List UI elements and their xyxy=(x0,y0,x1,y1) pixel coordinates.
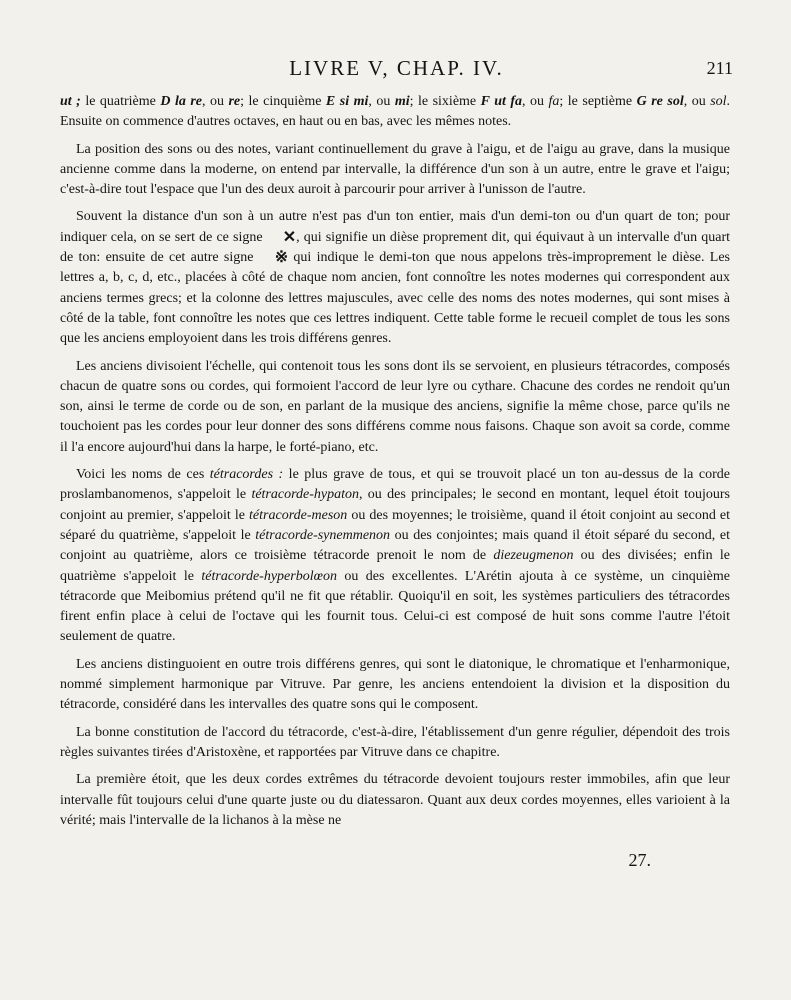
page-number: 211 xyxy=(706,58,733,78)
paragraph xyxy=(60,723,730,764)
page-header xyxy=(60,56,733,86)
text-run: , ou xyxy=(202,94,229,109)
text-run: le quatrième xyxy=(80,94,161,109)
note-name: ut ; xyxy=(60,94,81,109)
text-run: , ou xyxy=(683,94,711,109)
text-run: Souvent la distance d'un son à un autre n'est pas d'un ton entier, mais d'un demi-ton ou d'un quart de ton; pour indiquer cela, on se sert de ce signe xyxy=(60,209,730,245)
text-run: Voici les noms de ces xyxy=(76,467,210,483)
text-run: La position des sons ou des notes, variant continuellement du grave à l'aigu, et de l'aigu au grave, dans la musique ancienne comme dans la moderne, on entend par intervalle, la différence d'un son à un autre, entre le grave et l'aigu; c'est-à-dire tout l'espace que l'un des deux auroit à parcourir pour arriver à l'unisson de l'autre. xyxy=(60,141,730,198)
text-run: . Ensuite on commence d'autres octaves, en haut ou en bas, avec les mêmes notes. xyxy=(60,94,731,130)
text-run: Les anciens divisoient l'échelle, qui contenoit tous les sons dont ils se servoient, en plusieurs tétracordes, composés chacun de quatre sons ou cordes, qui formoient l'accord de leur lyre ou cythare. Chacune des cordes ne rendoit qu'un son, ainsi le terme de corde ou de son, en parlant de la musique des anciens, signifie la même chose, parce qu'ils ne touchoient pas les cordes pour leur donner des sons différens comme nous faisons. Chaque son avoit sa corde, comme il l'a encore aujourd'hui dans la harpe, le forté-piano, etc. xyxy=(60,358,730,455)
running-title: LIVRE V, CHAP. IV. xyxy=(289,56,504,80)
italic-term: tétracorde-hypaton xyxy=(251,487,360,503)
note-name: re xyxy=(228,94,241,109)
text-run: ; le septième xyxy=(559,94,637,109)
text-run: ou des moyennes; le troisième, quand il étoit conjoint au second et séparé du quatrième, s'appeloit le xyxy=(60,507,730,543)
text-run: Les anciens distinguoient en outre trois différens genres, qui sont le diatonique, le chromatique et l'enharmonique, nommé simplement harmonique par Vitruve. Par genre, les anciens entendoient la division et la disposition du tétracorde, considéré dans les intervalles des quatre sons qui le composent. xyxy=(60,656,730,713)
text-run: le plus grave de tous, et qui se trouvoit placé un ton au-dessus de la corde proslambanomenos, s'appeloit le xyxy=(60,467,730,503)
semitone-sharp-icon: ※ xyxy=(274,249,289,267)
quarter-tone-sharp-icon: ✕ xyxy=(282,228,297,246)
text-run: , ou xyxy=(522,94,549,109)
text-run: , ou des principales; le second en montant, lequel étoit toujours conjoint au premier, s'appeloit le xyxy=(60,487,731,523)
text-run: , qui signifie un dièse proprement dit, qui équivaut à un intervalle d'un quart de ton: ensuite de cet autre signe xyxy=(60,229,731,266)
text-run: ou des divisées; enfin le quatrième s'appeloit le xyxy=(60,548,730,584)
text-run: ; le cinquième xyxy=(240,94,326,109)
italic-term: tétracorde-hyperbolœon xyxy=(201,568,337,584)
paragraph xyxy=(60,770,730,831)
text-run: , ou xyxy=(368,94,395,109)
paragraph xyxy=(60,207,730,349)
paragraph xyxy=(60,465,730,648)
text-run: ; le sixième xyxy=(409,94,481,109)
note-name: F ut fa xyxy=(480,94,523,109)
note-name: G re sol xyxy=(636,94,684,109)
text-run: La première étoit, que les deux cordes extrêmes du tétracorde devoient toujours rester immobiles, afin que leur intervalle fût toujours celui d'une quarte juste ou du diatessaron. Quant aux deux cordes moyennes, elles varioient à la vérité; mais l'intervalle de la lichanos à la mèse ne xyxy=(60,772,730,828)
paragraph xyxy=(60,140,730,201)
paragraph xyxy=(60,92,730,133)
paragraph xyxy=(60,655,730,716)
note-name: E si mi xyxy=(325,94,369,109)
body-text xyxy=(60,92,730,838)
paragraph xyxy=(60,357,730,458)
note-name: D la re xyxy=(160,94,202,109)
italic-term: tétracordes : xyxy=(209,467,284,483)
italic-term: sol xyxy=(710,94,727,109)
signature-mark: 27. xyxy=(628,850,651,870)
italic-term: tétracorde-meson xyxy=(249,507,348,523)
text-run: ou des excellentes. L'Arétin ajouta à ce système, un cinquième tétracorde que Meibomius prétend qu'il ne fit que rétablir. Quoiqu'il en soit, les systèmes particuliers des tétracordes firent enfin place à celui de l'octave qui les fournit tous. Celui-ci est composé de huit sons comme l'autre l'étoit seulement de quatre. xyxy=(60,568,730,645)
italic-term: tétracorde-synemmenon xyxy=(255,527,391,543)
italic-term: fa xyxy=(548,94,560,109)
text-run: ou des conjointes; mais quand il étoit séparé du second, et conjoint au quatrième, alors ce troisième tétracorde prenoit le nom de xyxy=(60,527,730,564)
italic-term: diezeugmenon xyxy=(493,548,574,564)
note-name: mi xyxy=(394,94,410,109)
text-run: qui indique le demi-ton que nous appelons très-improprement le dièse. Les lettres a, b, c, d, etc., placées à côté de chaque nom ancien, font connoître les notes modernes qui correspondent aux anciens termes grecs; et la colonne des lettres majuscules, avec celle des noms des notes modernes, qui sont mises à côté de la table, font connoître les notes que ces lettres indiquent. Cette table forme le recueil complet de tous les sons que les anciens employoient dans les trois différens genres. xyxy=(60,250,730,347)
text-run: La bonne constitution de l'accord du tétracorde, c'est-à-dire, l'établissement d'un genre régulier, dépendoit des trois règles suivantes tirées d'Aristoxène, et rapportées par Vitruve dans ce chapitre. xyxy=(60,724,730,760)
